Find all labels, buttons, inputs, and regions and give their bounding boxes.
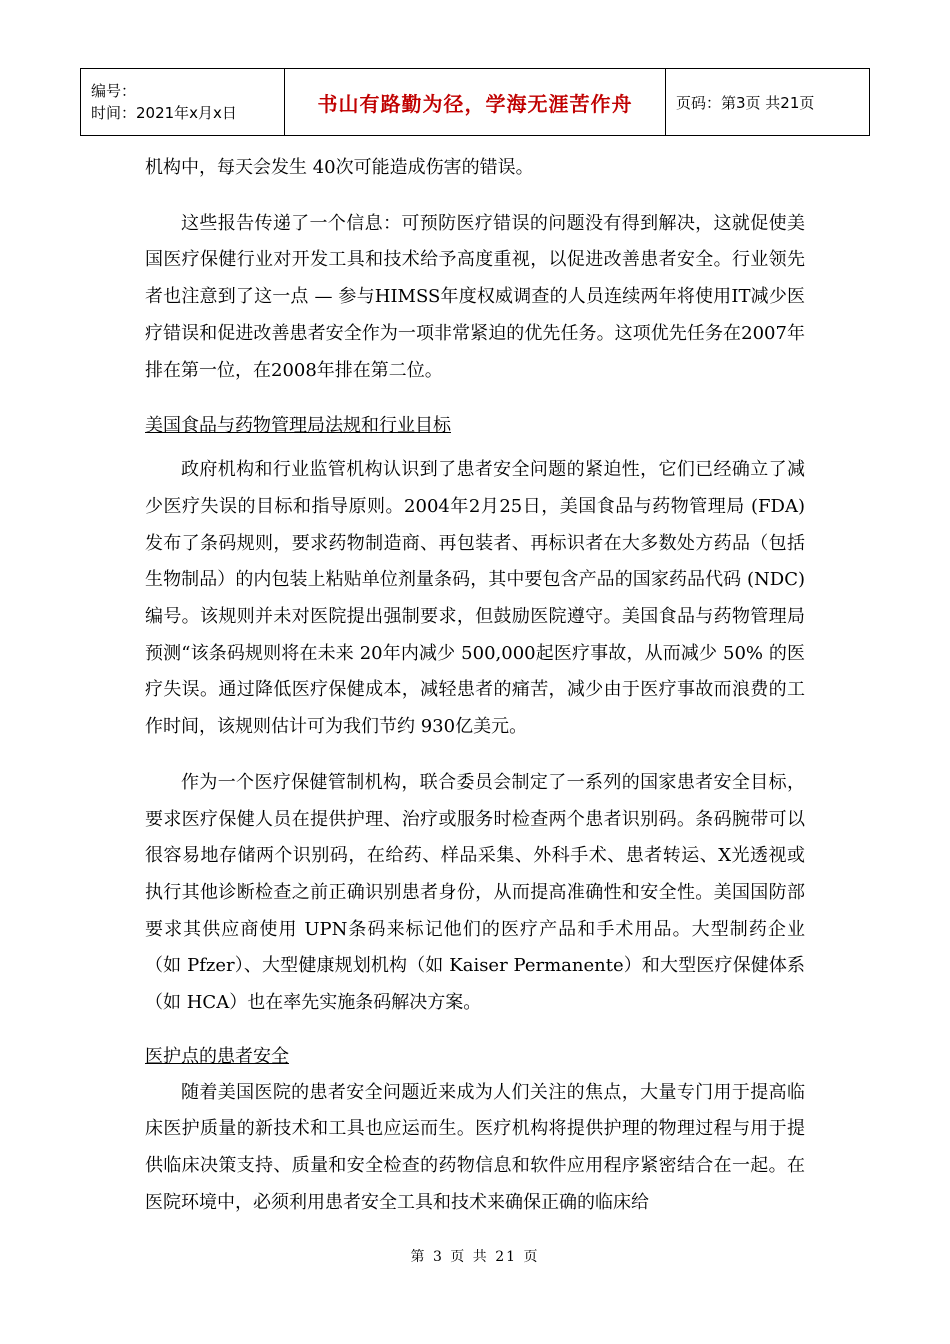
section-heading-point-of-care: 医护点的患者安全 — [145, 1045, 289, 1067]
header-left-cell — [81, 69, 285, 136]
document-date: 时间：2021年x月x日 — [91, 104, 237, 122]
paragraph-point-of-care: 随着美国医院的患者安全问题近来成为人们关注的焦点，大量专门用于提高临床医护质量的新技术和工具也应运而生。医疗机构将提供护理的物理过程与用于提供临床决策支持、质量和安全检查的药物信息和软件应用程序紧密结合在一起。在医院环境中，必须利用患者安全工具和技术来确保正确的临床给 — [145, 1081, 805, 1213]
document-body — [145, 150, 805, 1222]
paragraph-report-message: 这些报告传递了一个信息：可预防医疗错误的问题没有得到解决，这就促使美国医疗保健行业对开发工具和技术给予高度重视，以促进改善患者安全。行业领先者也注意到了这一点 — 参与HIMSS年度权威调查的人员连续两年将使用IT减少医疗错误和促进改善患者安全作为一项非常紧迫的优先任务。这项优先任务在2007年排在第一位，在2008年排在第二位。 — [145, 212, 805, 381]
header-page-info: 页码：第3页 共21页 — [666, 69, 870, 136]
paragraph-continued: 机构中，每天会发生 40次可能造成伤害的错误。 — [145, 157, 534, 178]
paragraph-joint-commission: 作为一个医疗保健管制机构，联合委员会制定了一系列的国家患者安全目标，要求医疗保健人员在提供护理、治疗或服务时检查两个患者识别码。条码腕带可以很容易地存储两个识别码，在给药、样品采集、外科手术、患者转运、X光透视或执行其他诊断检查之前正确识别患者身份，从而提高准确性和安全性。美国国防部要求其供应商使用 UPN条码来标记他们的医疗产品和手术用品。大型制药企业（如 Pfzer）、大型健康规划机构（如 Kaiser Permanente）和大型医疗保健体系（如 HCA）也在率先实施条码解决方案。 — [145, 771, 805, 1014]
page-footer: 第 3 页 共 21 页 — [410, 1249, 540, 1265]
page-header — [80, 68, 870, 136]
header-motto: 书山有路勤为径，学海无涯苦作舟 — [285, 69, 666, 136]
document-number-label: 编号： — [91, 82, 137, 100]
paragraph-fda-rule: 政府机构和行业监管机构认识到了患者安全问题的紧迫性，它们已经确立了减少医疗失误的目标和指导原则。2004年2月25日，美国食品与药物管理局 (FDA) 发布了条码规则，要求药物制造商、再包装者、再标识者在大多数处方药品（包括生物制品）的内包装上粘贴单位剂量条码，其中要包含产品的国家药品代码 (NDC) 编号。该规则并未对医院提出强制要求，但鼓励医院遵守。美国食品与药物管理局 预测“该条码规则将在未来 20年内减少 500,000起医疗事故，从而减少 50% 的医疗失误。通过降低医疗保健成本，减轻患者的痛苦，减少由于医疗事故而浪费的工作时间，该规则估计可为我们节约 930亿美元。 — [145, 459, 805, 738]
section-heading-fda: 美国食品与药物管理局法规和行业目标 — [145, 415, 451, 437]
